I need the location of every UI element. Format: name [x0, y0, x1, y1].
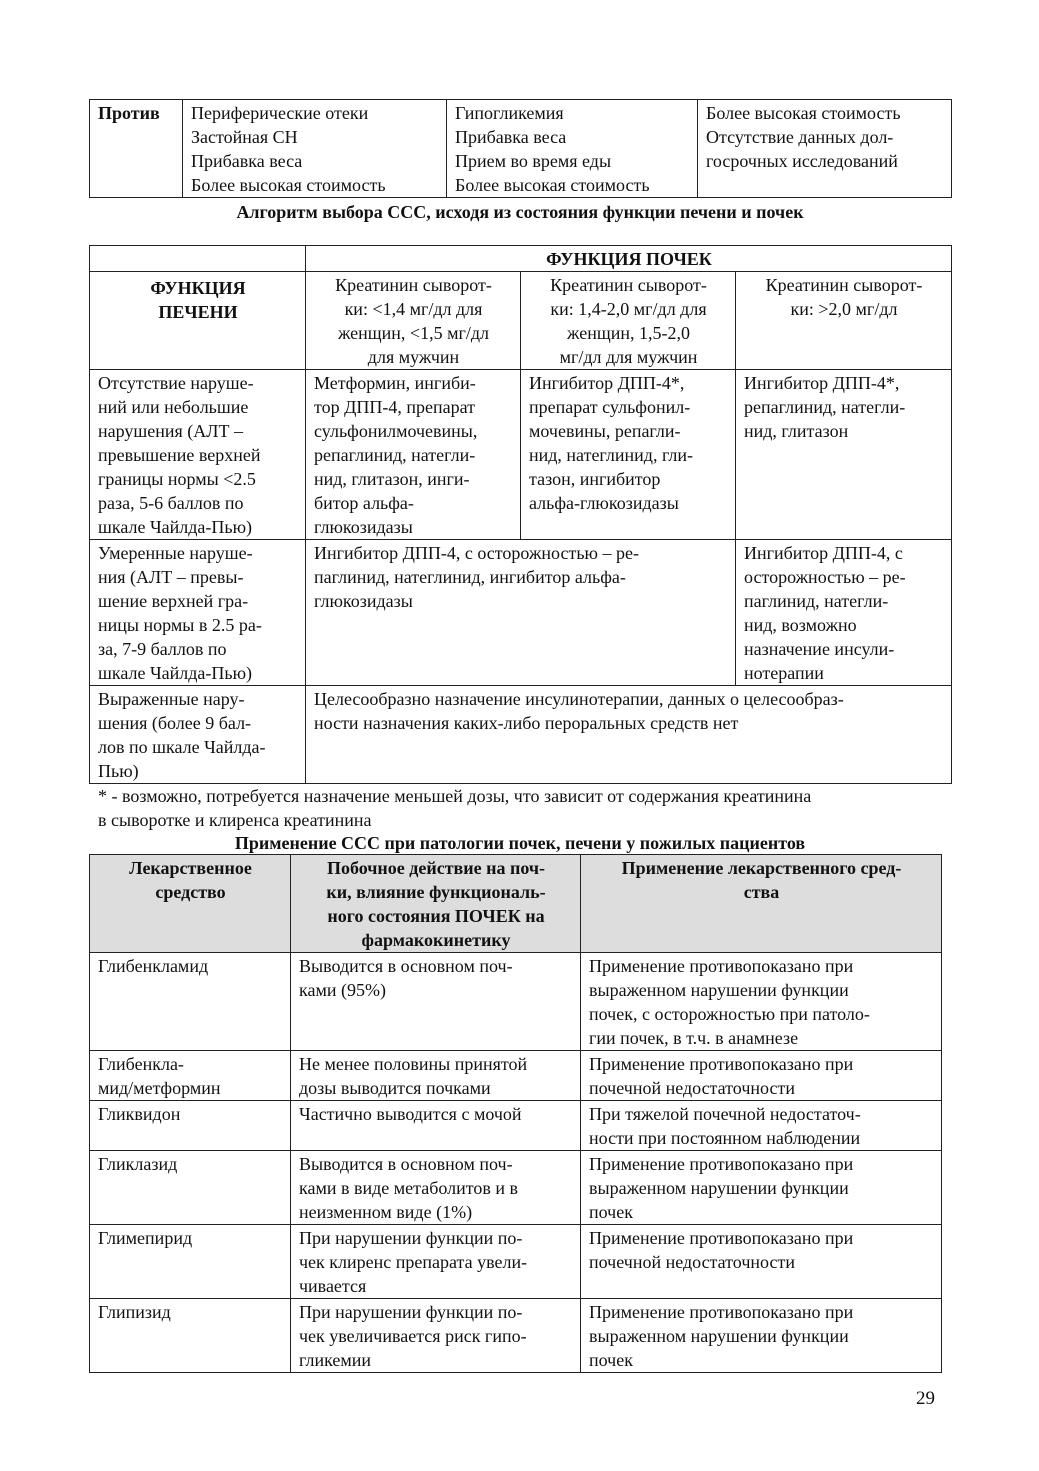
- algorithm-table: [89, 245, 952, 784]
- liver-condition: Выраженные нару- шения (более 9 бал- лов по шкале Чайлда- Пью): [90, 686, 306, 784]
- drug-name: Глипизид: [90, 1299, 291, 1373]
- liver-condition: Умеренные наруше- ния (АЛТ – превы- шение верхней гра- ницы нормы в 2.5 ра- за, 7-9 баллов по шкале Чайлда-Пью): [90, 540, 306, 686]
- recommendation-cell: Ингибитор ДПП-4, с осторожностью – ре- паглинид, натеглинид, ингибитор альфа- глюкозидазы: [306, 540, 736, 686]
- elderly-table: [89, 854, 942, 1373]
- table-cell: Гипогликемия Прибавка веса Прием во время еды Более высокая стоимость: [447, 100, 698, 198]
- drug-name: Глимепирид: [90, 1225, 291, 1299]
- table-row: [90, 686, 952, 784]
- recommendation-cell: Метформин, ингиби- тор ДПП-4, препарат сульфонилмочевины, репаглинид, натегли- нид, глитазон, инги- битор альфа- глюкозидазы: [306, 370, 521, 540]
- row-label: Против: [90, 100, 183, 198]
- usage-note: Применение противопоказано при почечной недостаточности: [581, 1225, 942, 1299]
- recommendation-cell: Целесообразно назначение инсулинотерапии, данных о целесообраз- ности назначения каких-либо пероральных средств нет: [306, 686, 952, 784]
- renal-effect: Выводится в основном поч- ками в виде метаболитов и в неизменном виде (1%): [291, 1151, 581, 1225]
- algorithm-caption: Алгоритм выбора ССС, исходя из состояния функции печени и почек: [236, 202, 804, 222]
- table-row: [90, 272, 952, 370]
- page-number: 29: [916, 1388, 935, 1409]
- usage-note: Применение противопоказано при почечной недостаточности: [581, 1051, 942, 1101]
- table-row: [90, 540, 952, 686]
- table-row: [90, 1101, 942, 1151]
- usage-note: Применение противопоказано при выраженном нарушении функции почек: [581, 1151, 942, 1225]
- drug-name: Гликлазид: [90, 1151, 291, 1225]
- renal-effect: При нарушении функции по- чек клиренс препарата увели- чивается: [291, 1225, 581, 1299]
- table-row: [90, 1151, 942, 1225]
- usage-note: Применение противопоказано при выраженном нарушении функции почек: [581, 1299, 942, 1373]
- table-row: [90, 246, 952, 272]
- renal-effect: При нарушении функции по- чек увеличивается риск гипо- гликемии: [291, 1299, 581, 1373]
- table-row: [90, 1225, 942, 1299]
- drug-name: Гликвидон: [90, 1101, 291, 1151]
- table-row: [90, 1299, 942, 1373]
- column-header: Лекарственное средство: [90, 855, 291, 953]
- liver-function-header: ФУНКЦИЯ ПЕЧЕНИ: [90, 272, 306, 370]
- table-row: [90, 953, 942, 1051]
- table-cell: Периферические отеки Застойная СН Прибавка веса Более высокая стоимость: [183, 100, 447, 198]
- empty-cell: [90, 246, 306, 272]
- kidney-function-header: ФУНКЦИЯ ПОЧЕК: [306, 246, 952, 272]
- column-header: Побочное действие на поч- ки, влияние функциональ- ного состояния ПОЧЕК на фармакокинетику: [291, 855, 581, 953]
- renal-effect: Не менее половины принятой дозы выводится почками: [291, 1051, 581, 1101]
- renal-effect: Частично выводится с мочой: [291, 1101, 581, 1151]
- footnote: * - возможно, потребуется назначение меньшей дозы, что зависит от содержания креатинина в сыворотке и клиренса креатинина: [98, 786, 812, 830]
- creatinine-header: Креатинин сыворот- ки: >2,0 мг/дл: [736, 272, 952, 370]
- drug-name: Глибенкла- мид/метформин: [90, 1051, 291, 1101]
- recommendation-cell: Ингибитор ДПП-4, с осторожностью – ре- паглинид, натегли- нид, возможно назначение инсули- нотерапии: [736, 540, 952, 686]
- elderly-caption: Применение ССС при патологии почек, печени у пожилых пациентов: [234, 833, 806, 853]
- usage-note: Применение противопоказано при выраженном нарушении функции почек, с осторожностью при патоло- гии почек, в т.ч. в анамнезе: [581, 953, 942, 1051]
- column-header: Применение лекарственного сред- ства: [581, 855, 942, 953]
- renal-effect: Выводится в основном поч- ками (95%): [291, 953, 581, 1051]
- recommendation-cell: Ингибитор ДПП-4*, репаглинид, натегли- нид, глитазон: [736, 370, 952, 540]
- usage-note: При тяжелой почечной недостаточ- ности при постоянном наблюдении: [581, 1101, 942, 1151]
- liver-condition: Отсутствие наруше- ний или небольшие нарушения (АЛТ – превышение верхней границы нормы <2.5 раза, 5-6 баллов по шкале Чайлда-Пью): [90, 370, 306, 540]
- drug-name: Глибенкламид: [90, 953, 291, 1051]
- creatinine-header: Креатинин сыворот- ки: 1,4-2,0 мг/дл для женщин, 1,5-2,0 мг/дл для мужчин: [521, 272, 736, 370]
- creatinine-header: Креатинин сыворот- ки: <1,4 мг/дл для женщин, <1,5 мг/дл для мужчин: [306, 272, 521, 370]
- table-cell: Более высокая стоимость Отсутствие данных дол- госрочных исследований: [698, 100, 952, 198]
- contraindications-table: [89, 99, 952, 198]
- table-row: [90, 370, 952, 540]
- table-header-row: [90, 855, 942, 953]
- table-row: [90, 1051, 942, 1101]
- recommendation-cell: Ингибитор ДПП-4*, препарат сульфонил- мочевины, репагли- нид, натеглинид, гли- тазон, ингибитор альфа-глюкозидазы: [521, 370, 736, 540]
- table-row: [90, 100, 952, 198]
